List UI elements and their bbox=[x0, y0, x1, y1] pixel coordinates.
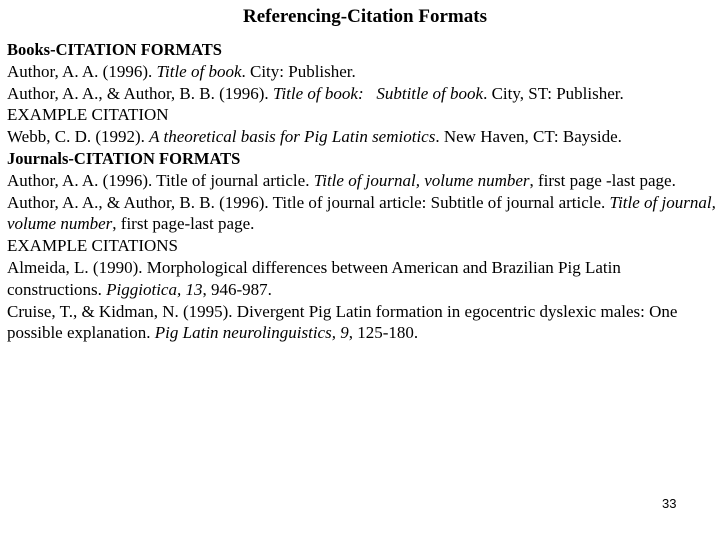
journal-format-two-authors bbox=[7, 192, 719, 236]
books-example-heading: EXAMPLE CITATION bbox=[7, 105, 169, 125]
page-number: 33 bbox=[662, 496, 677, 511]
journal-format-single-author bbox=[7, 170, 719, 192]
journals-heading: Journals-CITATION FORMATS bbox=[7, 148, 241, 168]
book-title: Title of book bbox=[156, 61, 242, 81]
journal-example-citation-1 bbox=[7, 257, 719, 301]
book-format-single-author bbox=[7, 61, 719, 83]
journal-title: Title of journal, volume number bbox=[313, 170, 530, 190]
journal-example-citation-2 bbox=[7, 301, 719, 345]
authors-and-article: Author, A. A., & Author, B. B. (1996). Title of journal article: Subtitle of journal article. bbox=[7, 192, 606, 212]
journals-example-heading: EXAMPLE CITATIONS bbox=[7, 236, 178, 256]
authors-and-article: Author, A. A. (1996). Title of journal article. bbox=[7, 170, 310, 190]
book-title: A theoretical basis for Pig Latin semiotics bbox=[149, 127, 436, 147]
book-format-two-authors bbox=[7, 83, 719, 105]
citation-text: Cruise, T., & Kidman, N. (1995). Divergent Pig Latin formation in egocentric dyslexic males: One possible explanation. bbox=[7, 301, 678, 343]
authors: Author, A. A. (1996). bbox=[7, 61, 153, 81]
publisher-info: . New Haven, CT: Bayside. bbox=[435, 127, 622, 147]
journal-title: Title of journal, volume number bbox=[7, 192, 716, 234]
book-example-citation bbox=[7, 126, 719, 148]
pages-info: , 946-987. bbox=[202, 279, 272, 299]
slide-title: Referencing-Citation Formats bbox=[243, 6, 487, 27]
pages-info: , 125-180. bbox=[348, 323, 419, 343]
pages-info: , first page-last page. bbox=[112, 214, 255, 234]
pages-info: , first page -last page. bbox=[529, 170, 676, 190]
publisher-info: . City: Publisher. bbox=[241, 61, 356, 81]
book-title: Title of book: Subtitle of book bbox=[272, 83, 484, 103]
authors: Author, A. A., & Author, B. B. (1996). bbox=[7, 83, 269, 103]
slide-content bbox=[7, 39, 719, 344]
citation-text: Almeida, L. (1990). Morphological differences between American and Brazilian Pig Latin constructions. bbox=[7, 257, 621, 299]
books-heading: Books-CITATION FORMATS bbox=[7, 40, 222, 59]
journal-title: Pig Latin neurolinguistics, 9 bbox=[154, 323, 349, 343]
journal-title: Piggiotica, 13 bbox=[106, 279, 203, 299]
publisher-info: . City, ST: Publisher. bbox=[483, 83, 624, 103]
authors: Webb, C. D. (1992). bbox=[7, 127, 145, 147]
